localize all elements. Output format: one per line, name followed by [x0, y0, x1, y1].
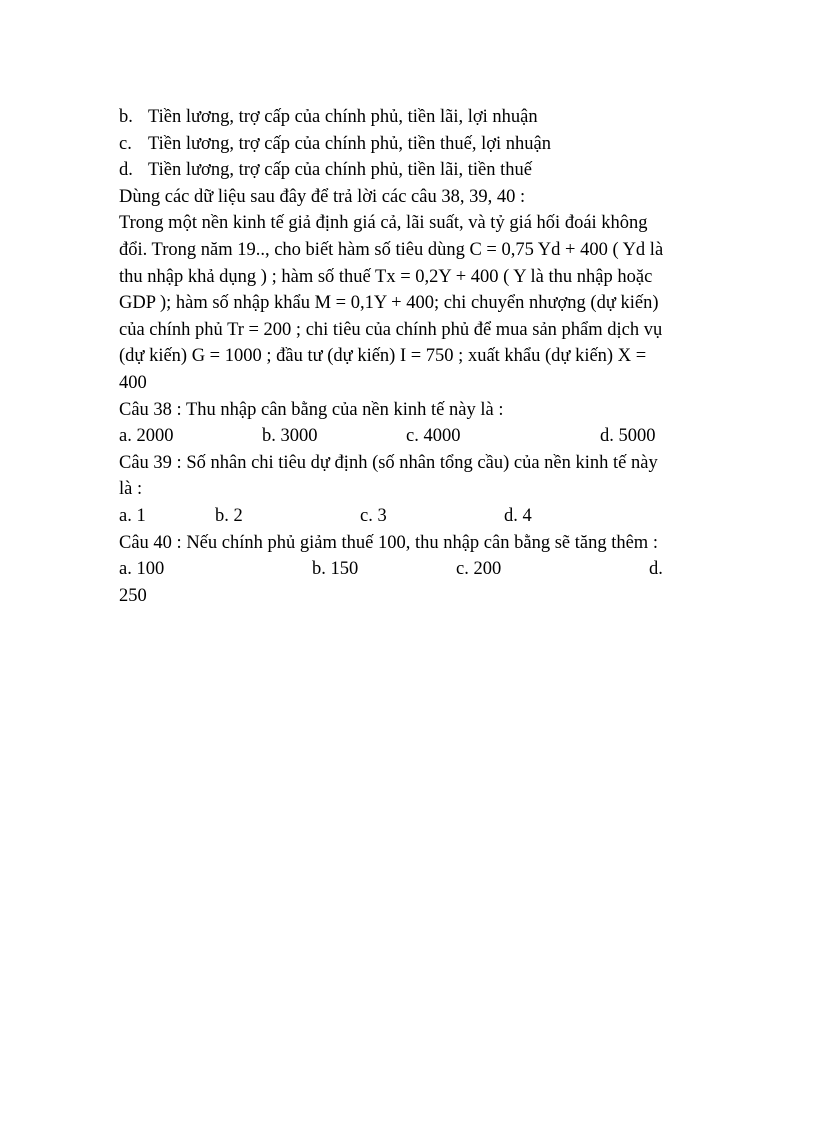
option-label: c. — [119, 133, 132, 154]
context-line: đổi. Trong năm 19.., cho biết hàm số tiêu dùng C = 0,75 Yd + 400 ( Yd là — [119, 239, 664, 260]
context-line: của chính phủ Tr = 200 ; chi tiêu của chính phủ để mua sản phẩm dịch vụ — [119, 319, 663, 340]
context-line: GDP ); hàm số nhập khẩu M = 0,1Y + 400; chi chuyển nhượng (dự kiến) — [119, 293, 659, 314]
answer-39-a: a. 1 — [119, 505, 146, 526]
context-line: thu nhập khả dụng ) ; hàm số thuế Tx = 0,2Y + 400 ( Y là thu nhập hoặc — [119, 266, 653, 287]
answer-39-c: c. 3 — [360, 505, 387, 526]
answer-40-d: d. — [649, 559, 663, 580]
context-line: 400 — [119, 372, 147, 393]
answers-39 — [119, 503, 699, 530]
option-text: Tiền lương, trợ cấp của chính phủ, tiền lãi, tiền thuế — [148, 160, 532, 181]
option-line-d — [119, 157, 699, 184]
answer-40-d-value: 250 — [119, 585, 147, 606]
answer-40-c: c. 200 — [456, 559, 502, 580]
answer-38-c: c. 4000 — [406, 426, 461, 447]
data-intro: Dùng các dữ liệu sau đây để trả lời các câu 38, 39, 40 : — [119, 186, 526, 207]
context-line: (dự kiến) G = 1000 ; đầu tư (dự kiến) I = 750 ; xuất khẩu (dự kiến) X = — [119, 346, 647, 367]
answer-40-a: a. 100 — [119, 559, 165, 580]
answer-38-b: b. 3000 — [262, 426, 318, 447]
option-label: d. — [119, 160, 133, 181]
option-text: Tiền lương, trợ cấp của chính phủ, tiền lãi, lợi nhuận — [148, 107, 538, 127]
question-39-line-2: là : — [119, 479, 143, 500]
answer-40-b: b. 150 — [312, 559, 359, 580]
answer-38-d: d. 5000 — [600, 426, 656, 447]
answer-39-d: d. 4 — [504, 505, 532, 526]
answers-38 — [119, 423, 699, 450]
question-39-line-1: Câu 39 : Số nhân chi tiêu dự định (số nhân tổng cầu) của nền kinh tế này — [119, 452, 658, 473]
option-label: b. — [119, 107, 133, 127]
option-line-c — [119, 131, 699, 158]
question-40: Câu 40 : Nếu chính phủ giảm thuế 100, thu nhập cân bằng sẽ tăng thêm : — [119, 532, 658, 553]
answers-40 — [119, 556, 699, 583]
document-page — [119, 104, 699, 609]
context-line: Trong một nền kinh tế giả định giá cả, lãi suất, và tỷ giá hối đoái không — [119, 213, 648, 234]
answer-39-b: b. 2 — [215, 505, 243, 526]
question-38: Câu 38 : Thu nhập cân bằng của nền kinh tế này là : — [119, 399, 504, 420]
option-line-b — [119, 104, 699, 131]
answer-38-a: a. 2000 — [119, 426, 174, 447]
option-text: Tiền lương, trợ cấp của chính phủ, tiền thuế, lợi nhuận — [148, 133, 551, 154]
